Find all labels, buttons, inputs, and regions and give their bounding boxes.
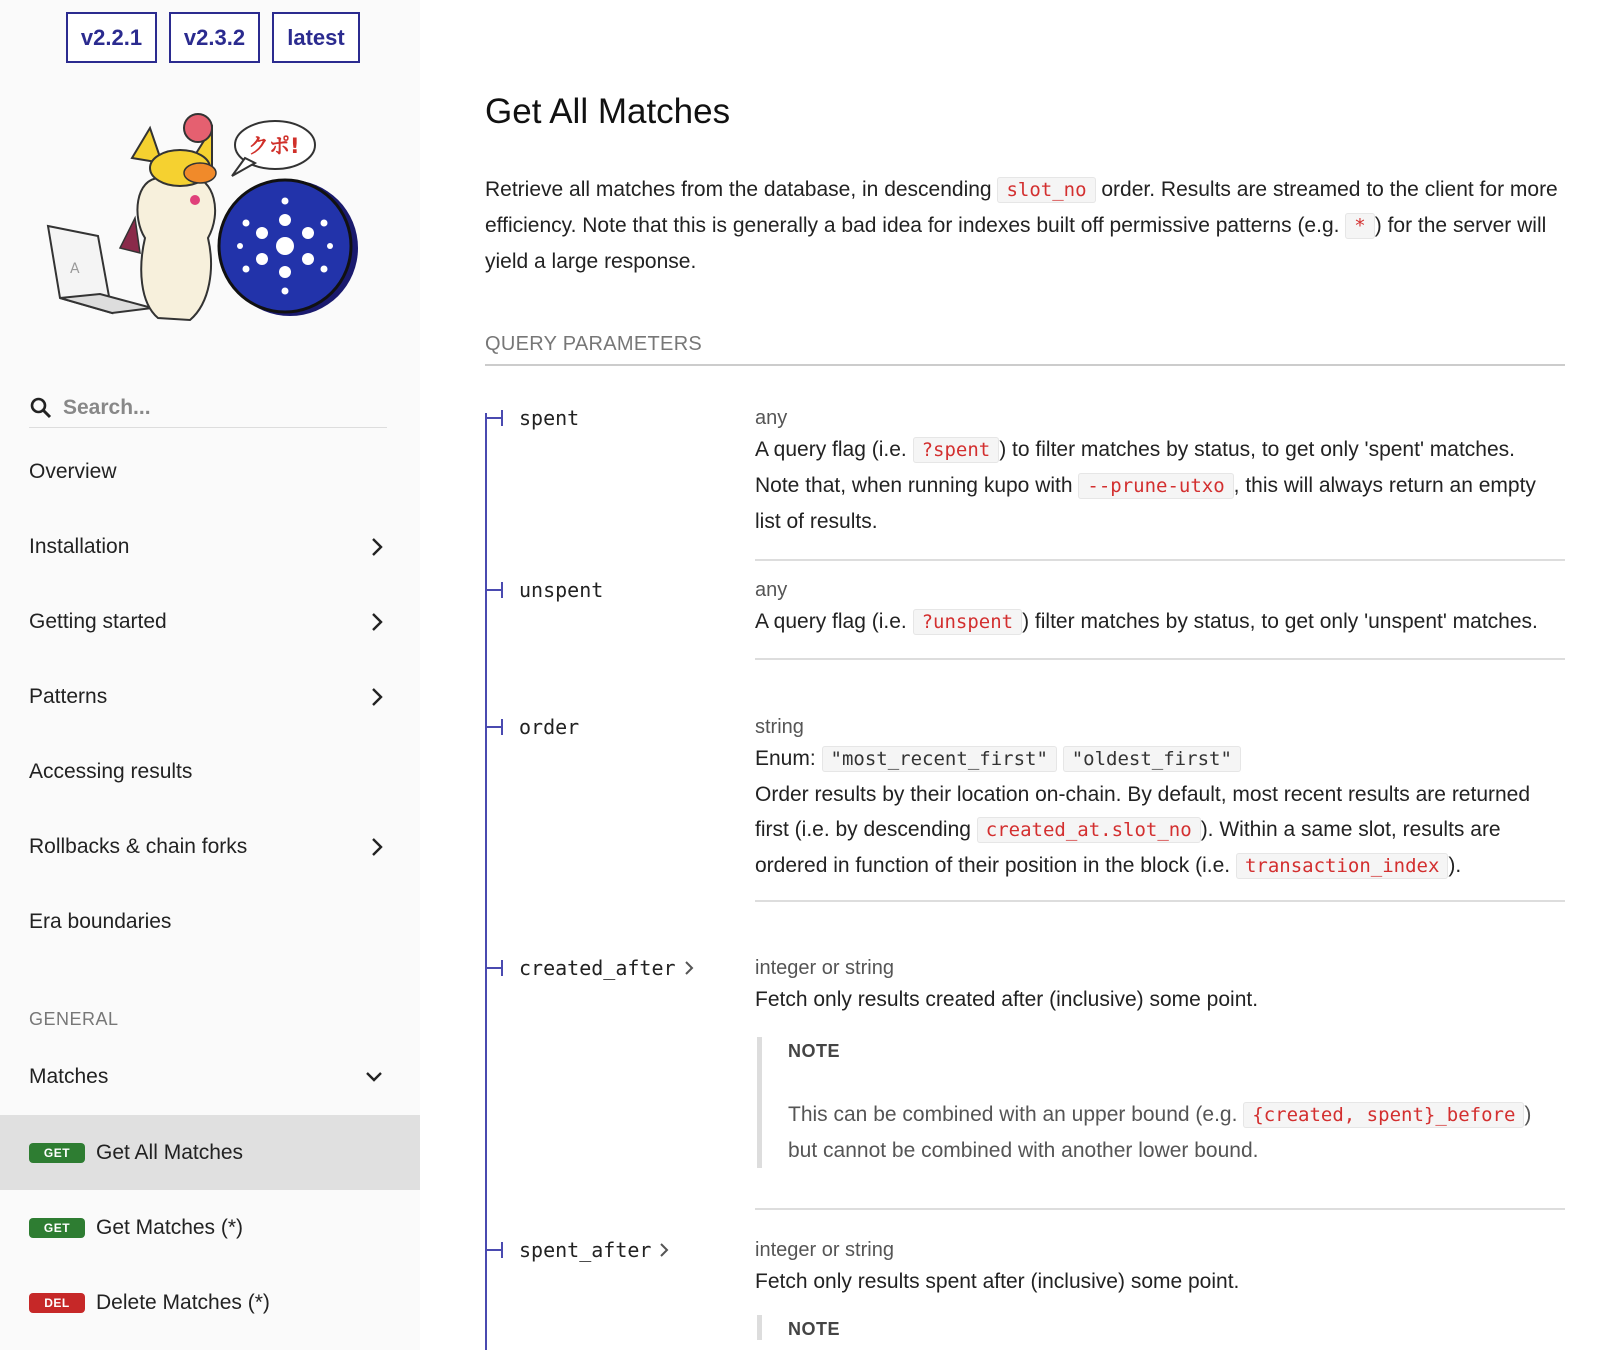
param-expander[interactable] [485, 956, 694, 980]
api-item-get-matches[interactable] [0, 1190, 420, 1265]
speech-bubble [232, 121, 315, 176]
tree-connector [485, 589, 503, 591]
inline-code: {created, spent}_before [1243, 1102, 1524, 1128]
param-expander[interactable] [485, 1238, 669, 1262]
param-name: unspent [519, 578, 604, 602]
nav-item-label: Rollbacks & chain forks [29, 835, 248, 858]
chevron-right-icon [684, 960, 694, 976]
inline-code: --prune-utxo [1078, 473, 1233, 499]
param-type: any [755, 407, 788, 429]
version-button-v232[interactable]: v2.3.2 [169, 12, 260, 63]
nav-item-getting-started[interactable] [29, 610, 384, 634]
tree-connector [485, 726, 503, 728]
chevron-right-icon [659, 1242, 669, 1258]
nav-item-installation[interactable] [29, 535, 384, 559]
param-description: A query flag (i.e. ?spent ) to filter matches by status, to get only 'spent' matches. Note that, when running kupo with --prune-utxo , this will always return an empty list of results. [755, 438, 1536, 533]
page-title: Get All Matches [485, 92, 731, 131]
tree-connector [485, 967, 503, 969]
note-title: NOTE [788, 1319, 841, 1339]
enum-value: "most_recent_first" [822, 746, 1057, 772]
chevron-right-icon [370, 536, 384, 558]
method-badge-del: DEL [29, 1293, 85, 1313]
nav-group-matches[interactable] [29, 1065, 384, 1089]
nav-group-label: Matches [29, 1065, 109, 1088]
nav-item-era-boundaries[interactable] [29, 910, 384, 934]
nav-item-label: Accessing results [29, 760, 193, 783]
chevron-down-icon [364, 1070, 384, 1084]
chevron-right-icon [370, 686, 384, 708]
note-callout [757, 1315, 1565, 1340]
moogle-character [120, 114, 216, 320]
inline-code: ?spent [913, 437, 1000, 463]
chevron-right-icon [370, 611, 384, 633]
param-name: created_after [519, 956, 676, 980]
api-item-label: Get All Matches [96, 1140, 244, 1164]
version-button-v221[interactable]: v2.2.1 [66, 12, 157, 63]
note-callout [757, 1037, 1565, 1168]
param-description: Order results by their location on-chain. By default, most recent results are returned first (i.e. by descending created_at.slot_no ). Within a same slot, results are ordered in function of their position in the block (i.e. transaction_index ). [755, 783, 1531, 877]
param-description: A query flag (i.e. ?unspent ) filter matches by status, to get only 'unspent' matches. [755, 610, 1538, 633]
nav-item-label: Overview [29, 460, 117, 483]
nav-item-overview[interactable] [29, 460, 384, 484]
nav-item-accessing-results[interactable] [29, 760, 384, 784]
speech-bubble-text: クポ! [248, 134, 300, 158]
svg-text:A: A [70, 261, 80, 277]
inline-code: created_at.slot_no [977, 817, 1201, 843]
version-switcher [66, 12, 360, 63]
method-badge-get: GET [29, 1218, 85, 1238]
query-parameters-header: QUERY PARAMETERS [485, 333, 1565, 366]
endpoint-description: Retrieve all matches from the database, in descending slot_no order. Results are streamed to the client for more efficiency. Note that this is generally a bad idea for indexes built off permissive patterns (e.g. * ) for the server will yield a large response. [485, 178, 1558, 273]
tree-connector [485, 417, 503, 419]
inline-code: transaction_index [1236, 853, 1448, 879]
param-tree-line [485, 413, 487, 1350]
nav-item-label: Getting started [29, 610, 167, 633]
api-item-label: Get Matches (*) [96, 1215, 244, 1239]
nav-item-label: Patterns [29, 685, 108, 708]
param-enum: Enum: "most_recent_first" "oldest_first" [755, 741, 1565, 777]
nav-item-label: Installation [29, 535, 130, 558]
inline-code: * [1345, 213, 1374, 239]
api-item-label: Delete Matches (*) [96, 1290, 270, 1314]
search-input[interactable] [63, 396, 363, 420]
cardano-coin [219, 180, 358, 316]
note-text: This can be combined with an upper bound (e.g. {created, spent}_before ) but cannot be combined with another lower bound. [788, 1103, 1532, 1162]
section-label-general: GENERAL [29, 1009, 119, 1029]
param-description: Fetch only results spent after (inclusive) some point. [755, 1270, 1240, 1293]
param-type: any [755, 579, 788, 601]
search-bar [29, 388, 387, 428]
param-type: integer or string [755, 1239, 894, 1261]
param-description: Fetch only results created after (inclusive) some point. [755, 988, 1259, 1011]
api-item-get-all-matches[interactable] [0, 1115, 420, 1190]
nav-item-rollbacks[interactable] [29, 835, 384, 859]
inline-code: slot_no [997, 177, 1095, 203]
nav-item-patterns[interactable] [29, 685, 384, 709]
api-item-delete-matches[interactable] [0, 1265, 420, 1340]
tree-connector [485, 1249, 503, 1251]
param-name: spent [519, 406, 580, 430]
sidebar [0, 0, 420, 1350]
param-name: spent_after [519, 1238, 652, 1262]
version-button-latest[interactable]: latest [272, 12, 360, 63]
param-type: string [755, 716, 804, 738]
nav-item-label: Era boundaries [29, 910, 172, 933]
param-type: integer or string [755, 957, 894, 979]
search-icon [29, 396, 53, 420]
note-title: NOTE [788, 1041, 841, 1061]
inline-code: ?unspent [913, 609, 1023, 635]
chevron-right-icon [370, 836, 384, 858]
param-name: order [519, 715, 580, 739]
method-badge-get: GET [29, 1143, 85, 1163]
kupo-mascot-logo [40, 108, 380, 338]
enum-value: "oldest_first" [1063, 746, 1241, 772]
